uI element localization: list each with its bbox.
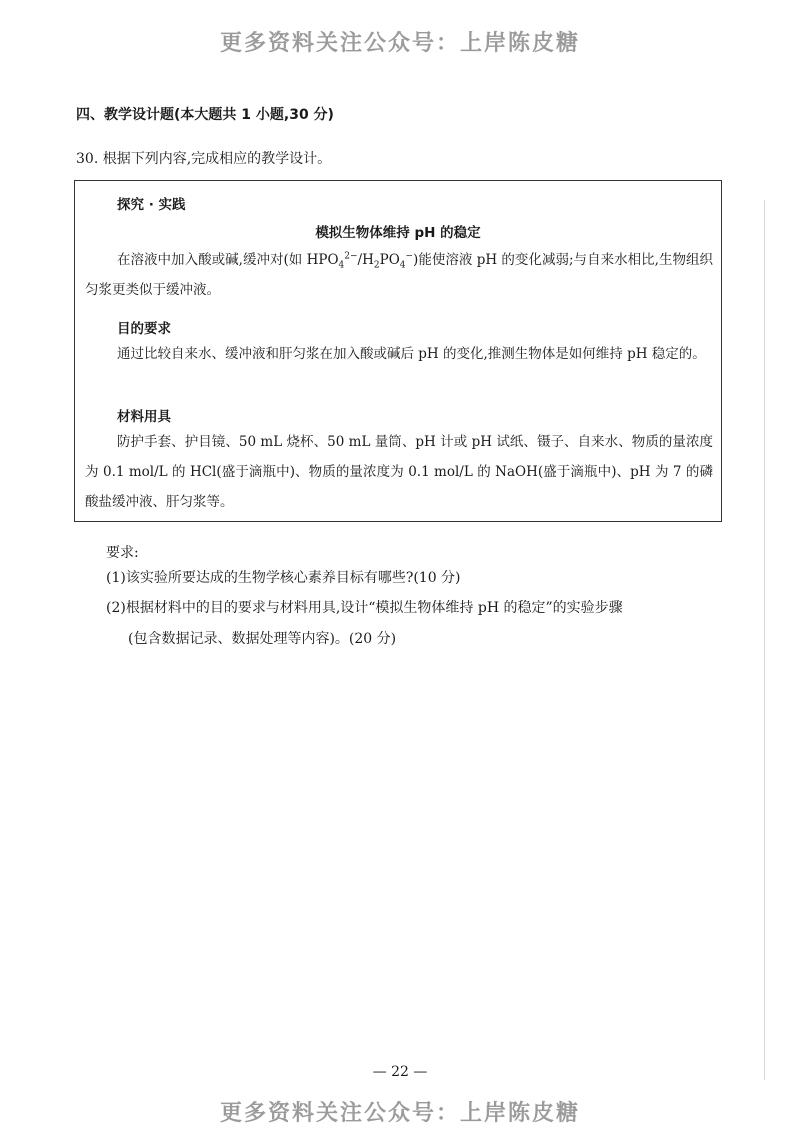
intro-mid2: PO [379, 252, 400, 268]
intro-sub2: 2 [373, 260, 380, 271]
requirement-1: (1)该实验所要达成的生物学核心素养目标有哪些?(10 分) [106, 570, 461, 586]
requirement-2-continued: (包含数据记录、数据处理等内容)。(20 分) [128, 631, 397, 647]
intro-sub1: 4 [338, 260, 345, 271]
intro-after: )能使溶液 pH 的变化减弱;与自来水相比,生物组织匀浆更类似于缓冲液。 [85, 252, 714, 298]
requirements-label: 要求: [106, 545, 139, 561]
page-number: — 22 — [372, 1064, 428, 1080]
box-heading: 探究 · 实践 [117, 197, 186, 213]
section-title: 四、教学设计题(本大题共 1 小题,30 分) [76, 107, 334, 123]
intro-paragraph [85, 245, 713, 305]
intro-before: 在溶液中加入酸或碱,缓冲对(如 HPO [117, 252, 339, 268]
materials-paragraph: 防护手套、护目镜、50 mL 烧杯、50 mL 量筒、pH 计或 pH 试纸、镊子、自来水、物质的量浓度为 0.1 mol/L 的 HCl(盛于滴瓶中)、物质的量浓度为 0.1 mol/L 的 NaOH(盛于滴瓶中)、pH 为 7 的磷酸盐缓冲液、肝匀浆等。 [85, 434, 713, 510]
watermark-bottom: 更多资料关注公众号：上岸陈皮糖 [219, 1101, 580, 1126]
intro-sup2: − [405, 251, 414, 262]
purpose-heading: 目的要求 [117, 321, 171, 337]
requirement-2: (2)根据材料中的目的要求与材料用具,设计“模拟生物体维持 pH 的稳定”的实验步骤 [106, 600, 623, 616]
intro-sub3: 4 [399, 260, 406, 271]
margin-line [764, 200, 765, 1080]
question-30: 30. 根据下列内容,完成相应的教学设计。 [76, 151, 332, 167]
material-box [74, 180, 722, 522]
intro-mid: /H [357, 252, 374, 268]
intro-sup1: 2− [344, 251, 358, 262]
watermark-top: 更多资料关注公众号：上岸陈皮糖 [219, 31, 580, 56]
box-title: 模拟生物体维持 pH 的稳定 [315, 225, 481, 241]
materials-heading: 材料用具 [117, 409, 171, 425]
purpose-paragraph: 通过比较自来水、缓冲液和肝匀浆在加入酸或碱后 pH 的变化,推测生物体是如何维持 pH 稳定的。 [117, 346, 706, 362]
